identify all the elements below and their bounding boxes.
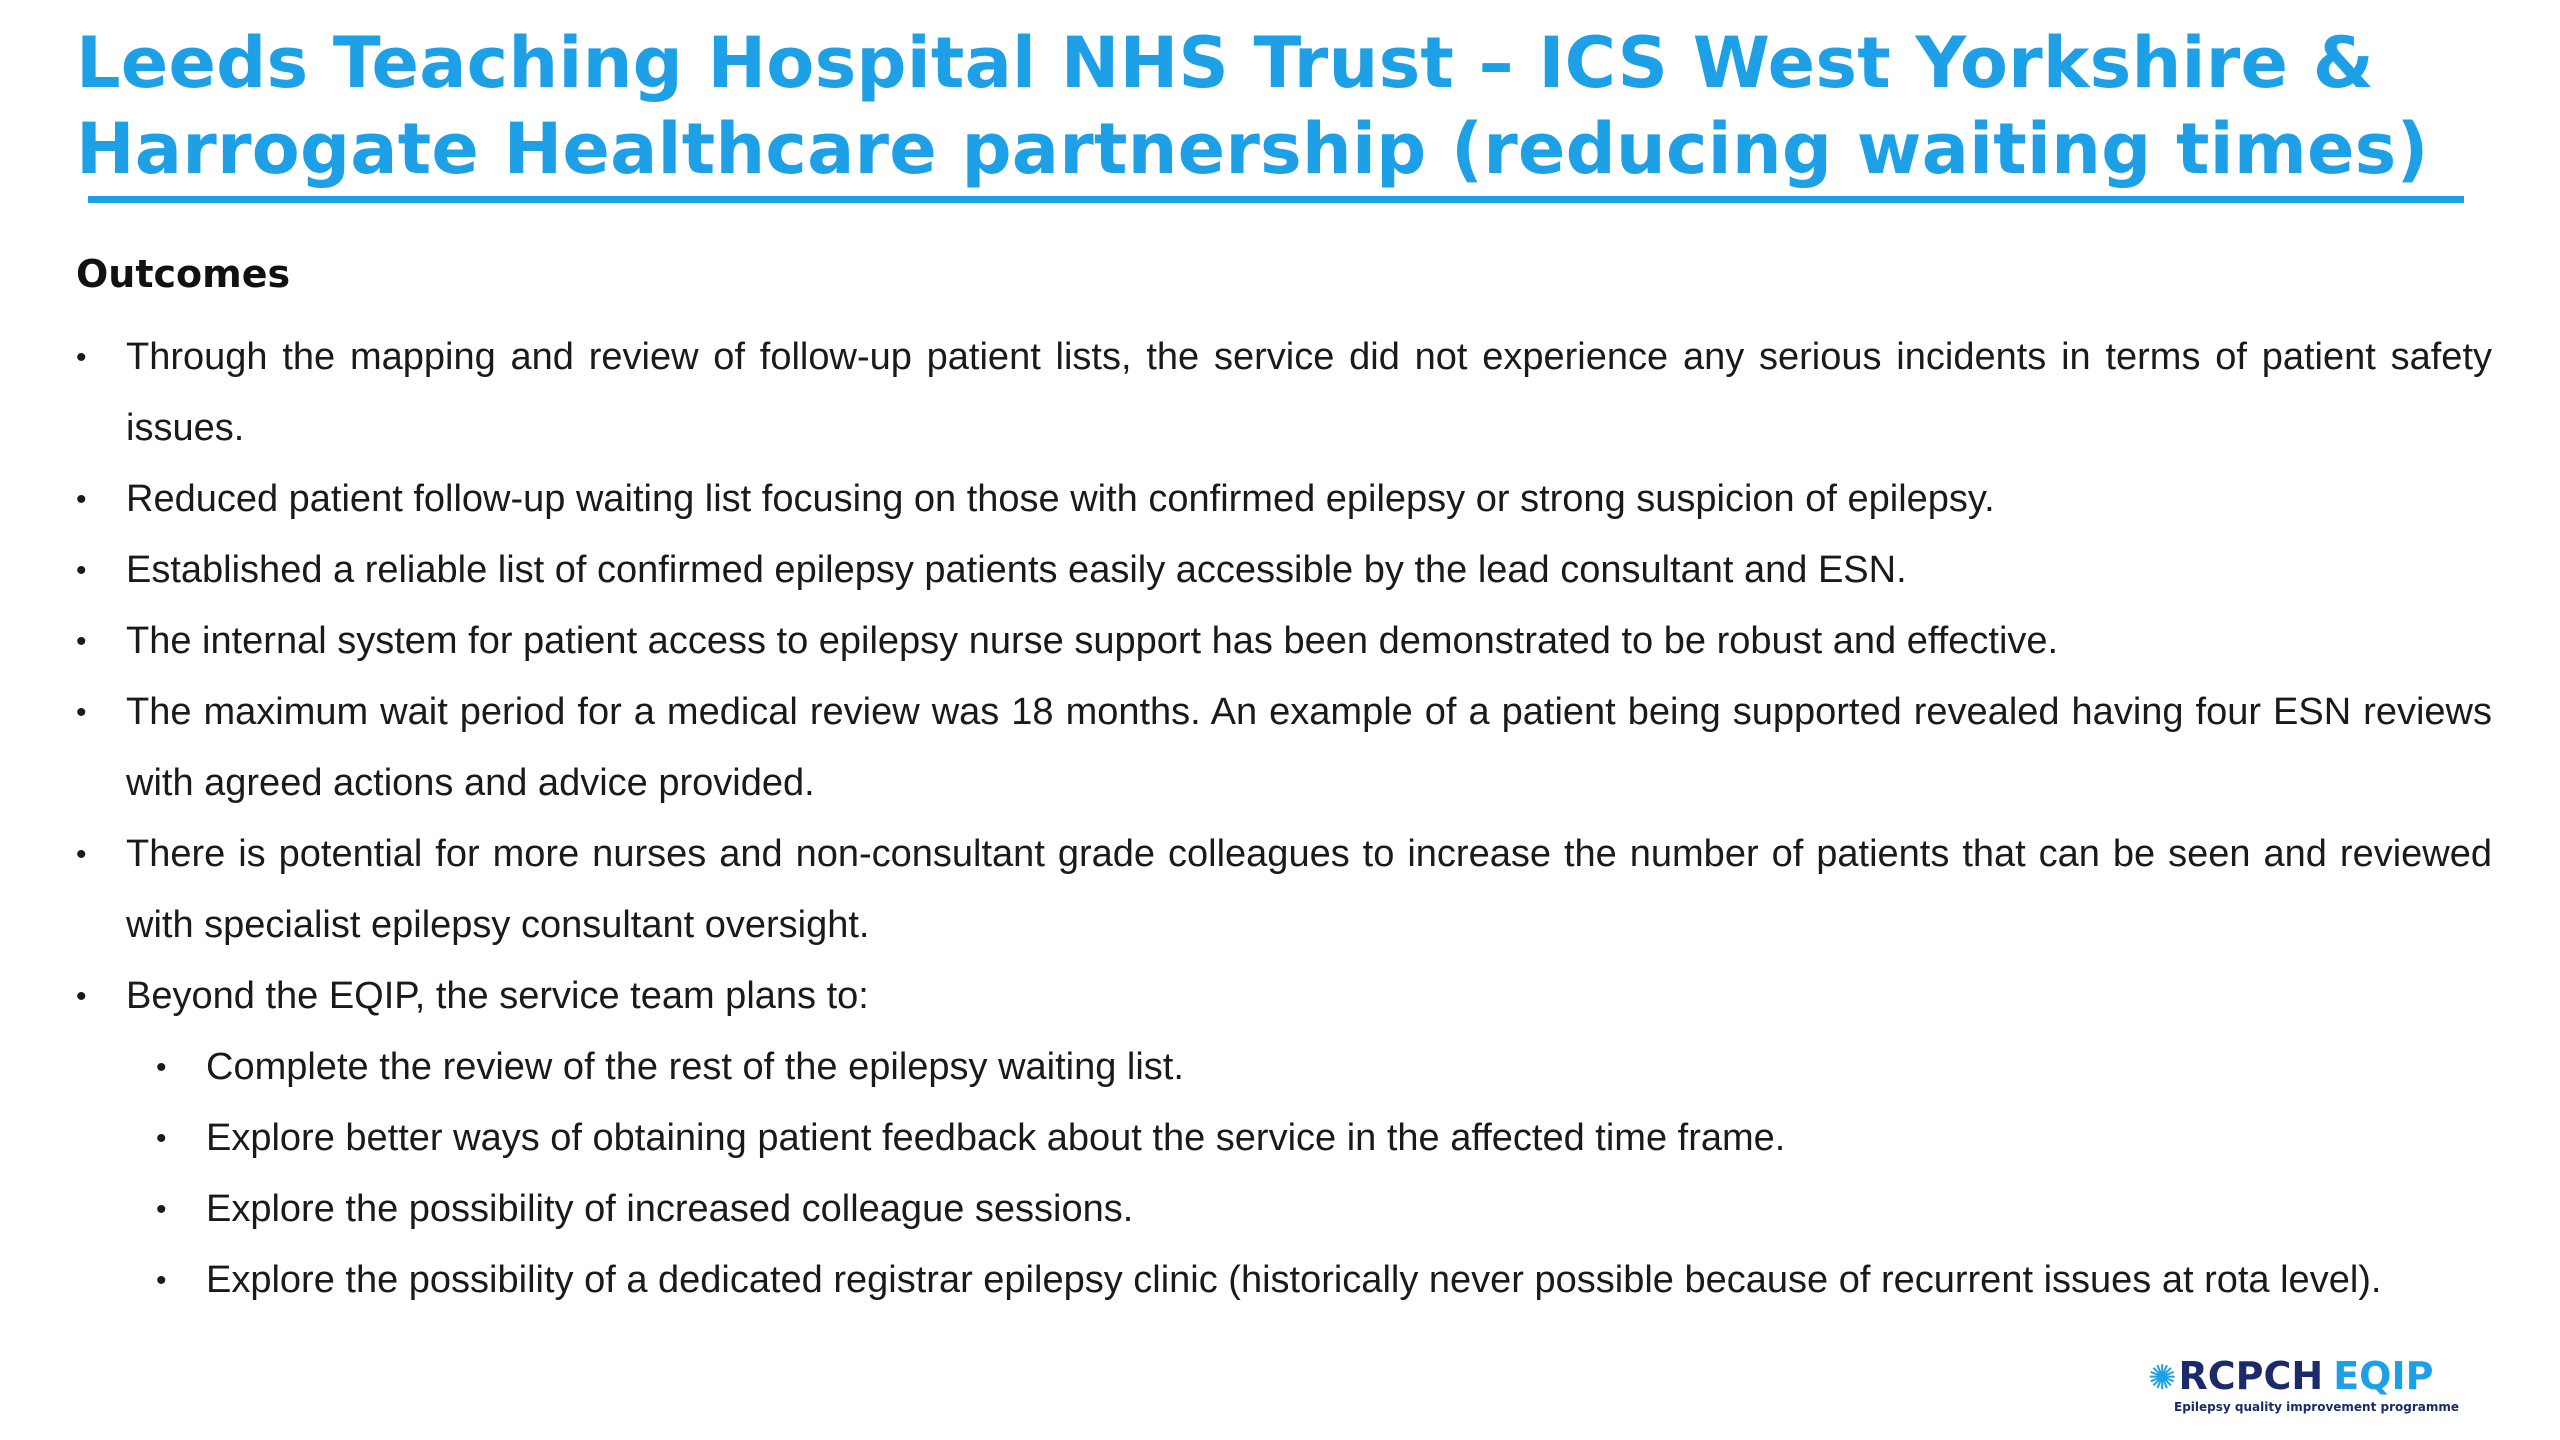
section-heading: Outcomes [76,252,291,296]
logo-wordmark [2148,1354,2433,1400]
bullet-icon: • [76,980,87,1013]
bullet-icon: • [156,1193,167,1226]
bullet-icon: • [76,838,87,871]
star-burst-icon: ✺ [2148,1358,2177,1398]
outcomes-list [76,322,2492,1032]
sub-list-item [156,1032,2492,1103]
logo-rcpch-text: RCPCH [2178,1354,2324,1398]
rcpch-eqip-logo [2148,1354,2478,1414]
list-item-text: There is potential for more nurses and non-consultant grade colleagues to increase the number of patients that can be seen and reviewed with specialist epilepsy consultant oversight. [126,833,2492,946]
title-underline [88,196,2464,203]
slide-title: Leeds Teaching Hospital NHS Trust – ICS West Yorkshire & Harrogate Healthcare partnership (reducing waiting times) [76,22,2429,190]
list-item [76,606,2492,677]
list-item-text: Established a reliable list of confirmed epilepsy patients easily accessible by the lead consultant and ESN. [126,549,1907,591]
sub-list-item [156,1174,2492,1245]
list-item-text: Reduced patient follow-up waiting list focusing on those with confirmed epilepsy or strong suspicion of epilepsy. [126,478,1995,520]
bullet-icon: • [156,1264,167,1297]
bullet-icon: • [156,1051,167,1084]
list-item-text: Beyond the EQIP, the service team plans to: [126,975,869,1017]
list-item [76,535,2492,606]
logo-tagline: Epilepsy quality improvement programme [2174,1400,2460,1414]
list-item [76,677,2492,819]
sub-list-item [156,1103,2492,1174]
sub-list-item-text: Explore the possibility of increased colleague sessions. [206,1188,1134,1230]
list-item-text: Through the mapping and review of follow-up patient lists, the service did not experience any serious incidents in terms of patient safety issues. [126,336,2492,449]
sub-list-item [156,1245,2492,1316]
sub-list-item-text: Complete the review of the rest of the epilepsy waiting list. [206,1046,1184,1088]
logo-eqip-text: EQIP [2333,1354,2434,1398]
list-item-text: The maximum wait period for a medical review was 18 months. An example of a patient being supported revealed having four ESN reviews with agreed actions and advice provided. [126,691,2492,804]
bullet-icon: • [76,341,87,374]
sub-list-item-text: Explore the possibility of a dedicated registrar epilepsy clinic (historically never possible because of recurrent issues at rota level). [206,1259,2382,1301]
bullet-icon: • [76,554,87,587]
list-item-text: The internal system for patient access to epilepsy nurse support has been demonstrated to be robust and effective. [126,620,2059,662]
bullet-icon: • [76,483,87,516]
list-item [76,961,2492,1032]
list-item [76,322,2492,464]
list-item [76,464,2492,535]
sub-list-item-text: Explore better ways of obtaining patient feedback about the service in the affected time frame. [206,1117,1786,1159]
list-item [76,819,2492,961]
plans-sublist [156,1032,2492,1316]
bullet-icon: • [76,625,87,658]
bullet-icon: • [156,1122,167,1155]
slide-content [76,240,2492,1316]
bullet-icon: • [76,696,87,729]
